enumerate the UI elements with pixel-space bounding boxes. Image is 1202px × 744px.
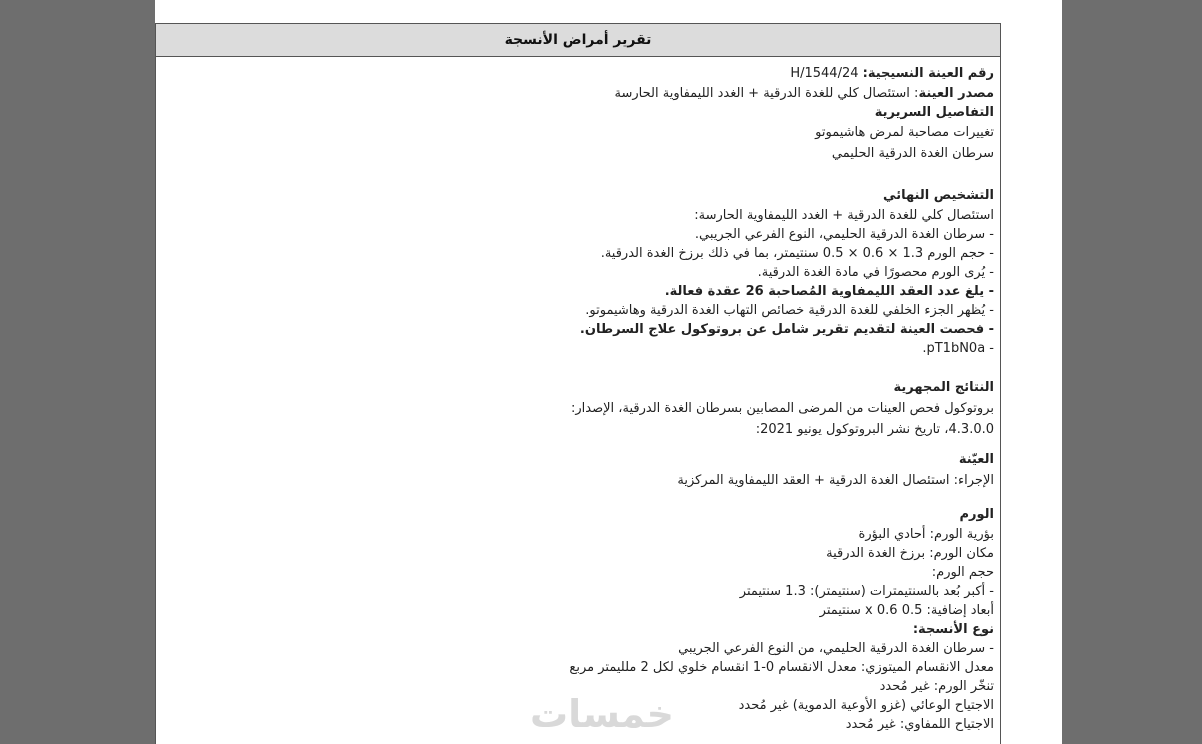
final-line-1: استئصال كلي للغدة الدرقية + الغدد الليمفاوية الحارسة:	[694, 208, 994, 223]
tumor-heading: الورم	[959, 507, 994, 522]
tumor-line-4: - أكبر بُعد بالسنتيمترات (سنتيمتر): 1.3 سنتيمتر	[739, 584, 994, 599]
micro-line-2: 4.3.0.0، تاريخ نشر البروتوكول يونيو 2021:	[755, 422, 994, 437]
clinical-line-2: سرطان الغدة الدرقية الحليمي	[831, 146, 994, 161]
histo-line-1: - سرطان الغدة الدرقية الحليمي، من النوع الفرعي الجريبي	[678, 641, 994, 656]
final-line-2: - سرطان الغدة الدرقية الحليمي، النوع الفرعي الجريبي.	[694, 227, 994, 242]
histo-line-4: الاجتياح الوعائي (غزو الأوعية الدموية) غير مُحدد	[738, 698, 994, 713]
report-title: تقرير أمراض الأنسجة	[156, 24, 1000, 57]
final-line-4: - يُرى الورم محصورًا في مادة الغدة الدرقية.	[757, 265, 994, 280]
final-line-3: - حجم الورم 1.3 × 0.6 × 0.5 سنتيمتر، بما في ذلك برزخ الغدة الدرقية.	[600, 246, 994, 261]
specimen-source-value: : استئصال كلي للغدة الدرقية + الغدد الليمفاوية الحارسة	[614, 86, 919, 101]
specimen-id-value: H/1544/24	[790, 66, 859, 81]
specimen-source-row	[156, 84, 994, 103]
watermark-logo: خمسات	[530, 692, 674, 736]
final-line-5: - يلغ عدد العقد الليمفاوية المُصاحبة 26 عقدة فعالة.	[664, 284, 994, 299]
tumor-line-1: بؤرية الورم: أحادي البؤرة	[858, 527, 994, 542]
tumor-line-5: أبعاد إضافية: 0.5 x 0.6 سنتيمتر	[819, 603, 994, 618]
histologic-type-heading: نوع الأنسجة:	[912, 622, 994, 637]
tumor-line-2: مكان الورم: برزخ الغدة الدرقية	[826, 546, 994, 561]
tumor-line-3: حجم الورم:	[931, 565, 994, 580]
final-line-7: - فحصت العينة لتقديم تقرير شامل عن بروتوكول علاج السرطان.	[579, 322, 994, 337]
report-content	[156, 57, 1000, 734]
final-line-6: - يُظهر الجزء الخلفي للغدة الدرقية خصائص التهاب الغدة الدرقية وهاشيموتو.	[585, 303, 994, 318]
microscopic-heading: النتائج المجهرية	[893, 380, 994, 395]
clinical-line-1: تغييرات مصاحبة لمرض هاشيموتو	[815, 125, 994, 140]
histo-line-3: تنخّر الورم: غير مُحدد	[879, 679, 994, 694]
pathology-report	[155, 23, 1001, 744]
sample-procedure: الإجراء: استئصال الغدة الدرقية + العقد الليمفاوية المركزية	[677, 473, 994, 488]
document-page	[155, 0, 1062, 744]
sample-heading: العيّنة	[958, 452, 994, 467]
final-diagnosis-heading: التشخيص النهائي	[883, 188, 994, 203]
final-line-8: - pT1bN0a.	[922, 341, 994, 356]
specimen-source-label: مصدر العينة	[918, 86, 994, 101]
clinical-heading: التفاصيل السريرية	[874, 105, 994, 120]
specimen-id-row	[156, 63, 994, 84]
specimen-id-label: رقم العينة النسيجية:	[862, 66, 994, 81]
histo-line-5: الاجتياح اللمفاوي: غير مُحدد	[845, 717, 994, 732]
micro-line-1: بروتوكول فحص العينات من المرضى المصابين بسرطان الغدة الدرقية، الإصدار:	[571, 401, 994, 416]
histo-line-2: معدل الانقسام الميتوزي: معدل الانقسام 0-1 انقسام خلوي لكل 2 ملليمتر مربع	[569, 660, 994, 675]
